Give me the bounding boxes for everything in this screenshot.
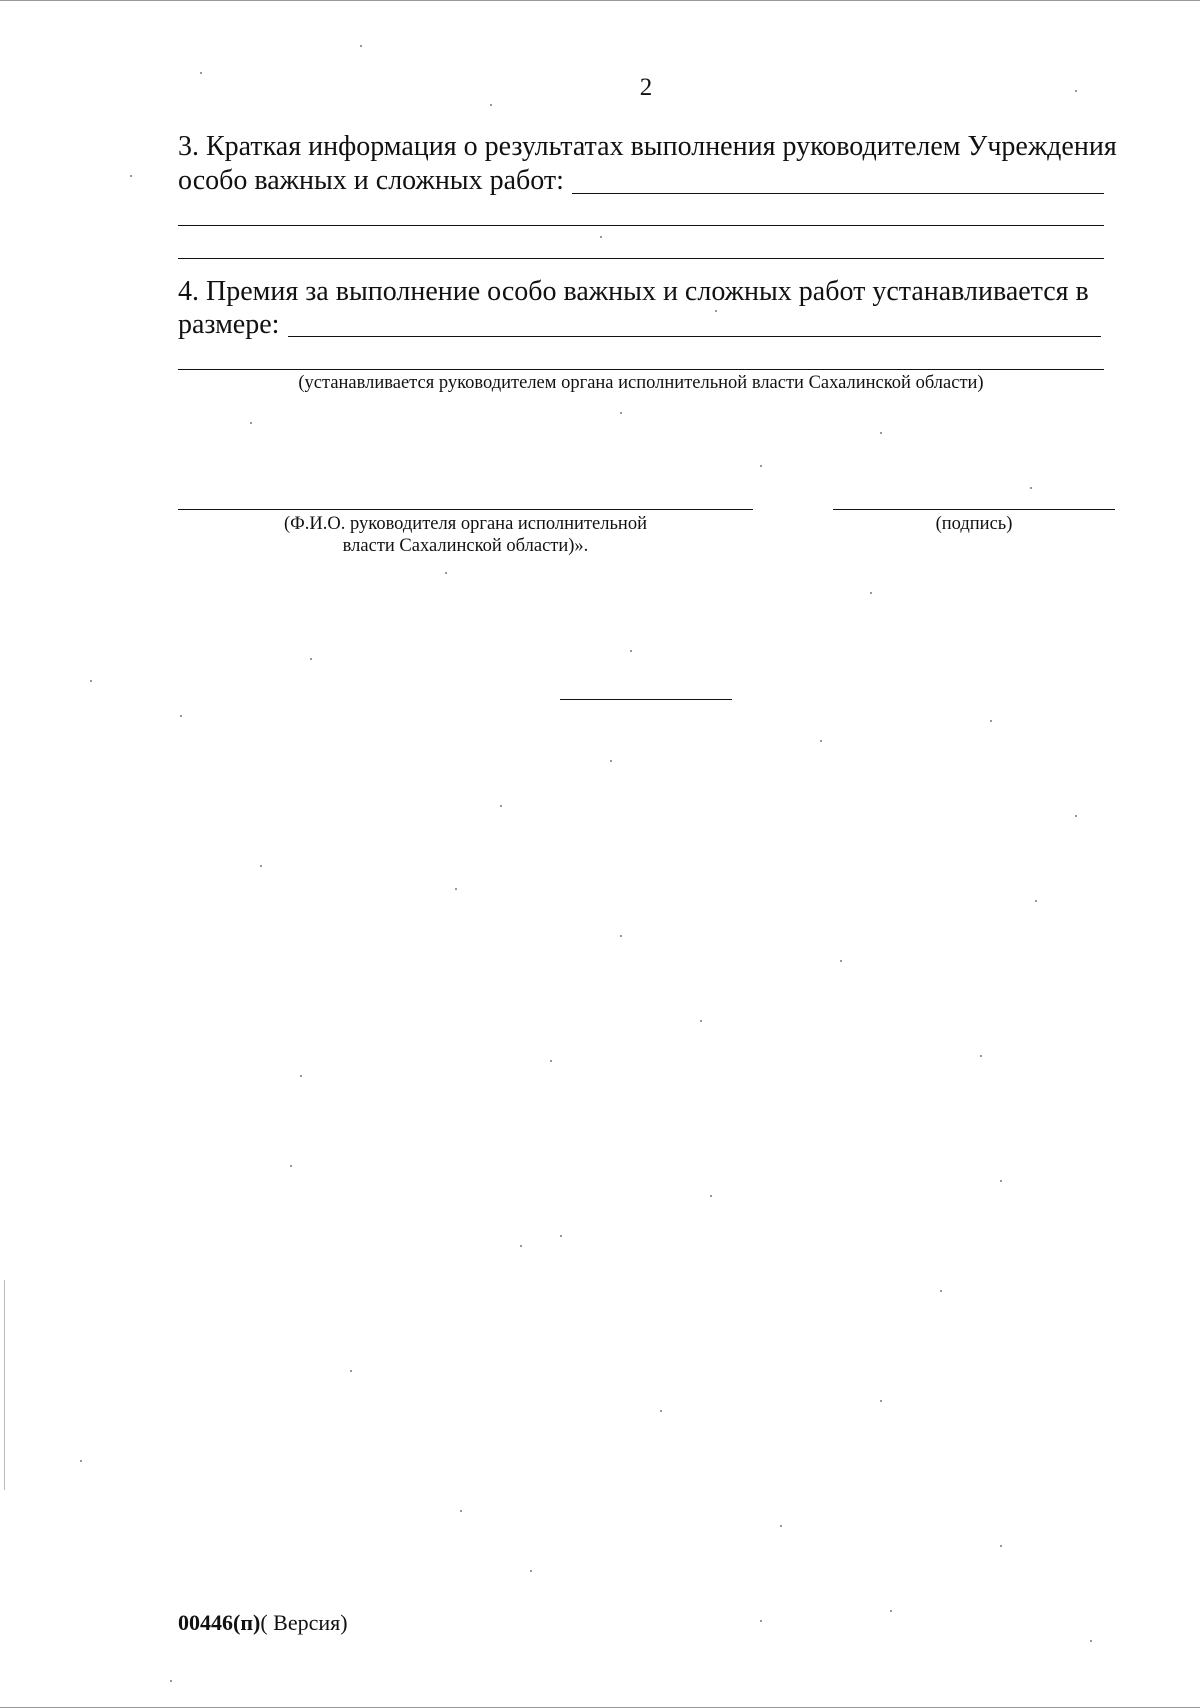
scan-speck [500,805,502,807]
scan-top-edge [0,0,1200,1]
scan-speck [620,935,622,937]
scan-speck [260,865,262,867]
section3-answer-rule-1 [572,193,1104,194]
scan-speck [620,412,622,414]
scan-left-edge [4,1280,5,1490]
scan-speck [520,1245,522,1247]
section4-note: (устанавливается руководителем органа исполнительной власти Сахалинской области) [298,373,984,393]
scan-speck [1000,1180,1002,1182]
scan-speck [610,760,612,762]
scan-speck [1035,900,1037,902]
scan-speck [560,1235,562,1237]
scan-speck [445,572,447,574]
scan-speck [840,960,842,962]
section4-answer-rule-2 [178,369,1104,370]
scan-speck [200,72,202,74]
scan-speck [130,175,132,177]
scan-speck [1075,90,1077,92]
scan-speck [780,1525,782,1527]
footer-version: ( Версия) [260,1610,348,1635]
scan-speck [820,740,822,742]
scan-speck [715,310,717,312]
section4-line2: размере: [178,309,280,340]
scan-speck [455,888,457,890]
scan-speck [710,1195,712,1197]
scan-speck [600,236,602,238]
scan-speck [490,104,492,106]
section3-answer-rule-3 [178,258,1104,259]
scan-speck [760,465,762,467]
scan-speck [350,1370,352,1372]
scan-speck [1000,1545,1002,1547]
name-caption-line1: (Ф.И.О. руководителя органа исполнительной [284,514,647,534]
section4-line1: 4. Премия за выполнение особо важных и сложных работ устанавливается в [178,276,1089,307]
section3-line2: особо важных и сложных работ: [178,165,564,196]
scan-speck [180,715,182,717]
name-caption-line2: власти Сахалинской области)». [342,536,589,556]
scan-speck [700,1020,702,1022]
scan-speck [300,1075,302,1077]
scan-speck [760,1620,762,1622]
scan-speck [530,1570,532,1572]
signature-rule [833,509,1115,510]
scan-speck [870,592,872,594]
section3-line1: 3. Краткая информация о результатах выполнения руководителем Учреждения [178,131,1117,162]
section3-answer-rule-2 [178,225,1104,226]
scan-speck [880,432,882,434]
section4-answer-rule-1 [288,336,1101,337]
scan-speck [80,1460,82,1462]
scan-speck [460,1510,462,1512]
scan-speck [980,1055,982,1057]
signature-caption: (подпись) [935,514,1013,534]
scan-speck [880,1400,882,1402]
page-number: 2 [639,74,653,101]
name-signature-rule [178,509,753,510]
scan-speck [1030,487,1032,489]
scan-speck [250,422,252,424]
footer-doc-number: 00446(п) [178,1610,261,1635]
scan-speck [170,1680,172,1682]
scan-speck [290,1165,292,1167]
scan-speck [1075,815,1077,817]
scan-speck [990,720,992,722]
footer-doc-code [178,1610,348,1636]
scan-speck [310,658,312,660]
scan-speck [90,680,92,682]
scan-speck [890,1610,892,1612]
scan-speck [660,1410,662,1412]
scan-speck [940,1290,942,1292]
scan-speck [630,650,632,652]
name-caption [178,513,753,557]
end-separator-rule [560,699,732,700]
scan-speck [1090,1640,1092,1642]
scan-speck [550,1060,552,1062]
scan-speck [360,45,362,47]
